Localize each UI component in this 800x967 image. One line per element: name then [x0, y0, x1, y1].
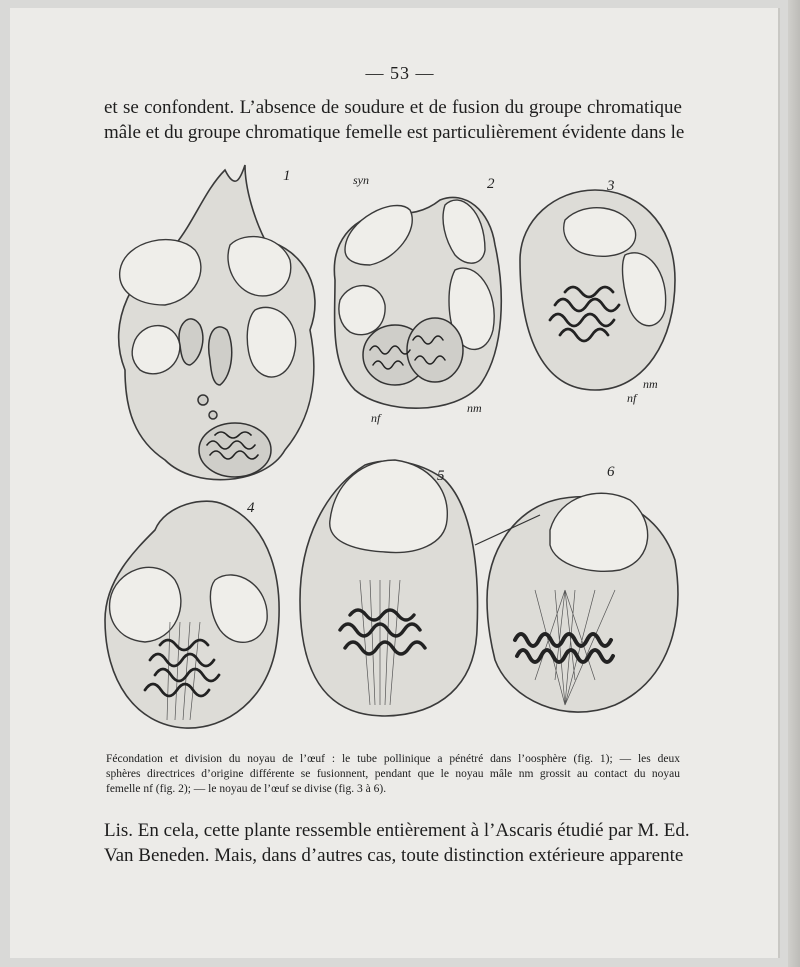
figure-6-anaphase: [475, 493, 678, 712]
annotation-nf-fig3: nf: [627, 391, 637, 405]
figure-1-pollen-tube: [119, 165, 315, 480]
body-text-line-3: Lis. En cela, cette plante ressemble entièrement à l’Ascaris étudié par M. Ed.: [104, 820, 690, 841]
figure-label-6: 6: [607, 464, 615, 480]
annotation-syn: syn: [353, 173, 369, 187]
figure-2-nuclei-fusing: [334, 197, 501, 408]
body-text-line-4: Van Beneden. Mais, dans d’autres cas, toute distinction extérieure apparente: [104, 845, 684, 866]
figure-5-metaphase: [300, 460, 478, 716]
annotation-nf-fig2: nf: [371, 411, 381, 425]
caption-line-1: Fécondation et division du noyau de l’œuf : le tube pollinique a pénétré dans l’oosphère (fig. 1); — les deux: [106, 753, 680, 765]
figure-label-2: 2: [487, 176, 495, 192]
annotation-nm-fig3: nm: [643, 377, 658, 391]
figure-4-chromosomes: [105, 501, 279, 728]
figure-label-3: 3: [607, 178, 615, 194]
figure-plate: [95, 160, 695, 750]
figure-label-4: 4: [247, 500, 255, 516]
figure-label-5: 5: [437, 468, 445, 484]
figure-caption: [106, 752, 680, 797]
figure-label-1: 1: [283, 168, 291, 184]
figure-3-prophase: [520, 190, 675, 390]
annotation-nm-fig2: nm: [467, 401, 482, 415]
body-text-line-2: mâle et du groupe chromatique femelle est particulièrement évidente dans le: [104, 122, 685, 143]
body-text-line-1: et se confondent. L’absence de soudure et de fusion du groupe chromatique: [104, 97, 682, 118]
caption-line-2: sphères directrices d’origine différente se fusionnent, pendant que le noyau mâle nm grossit au contact du noyau: [106, 768, 680, 780]
caption-line-3: femelle nf (fig. 2); — le noyau de l’œuf se divise (fig. 3 à 6).: [106, 783, 387, 795]
page-number: — 53 —: [365, 63, 435, 83]
page-gutter-shadow: [788, 0, 800, 967]
